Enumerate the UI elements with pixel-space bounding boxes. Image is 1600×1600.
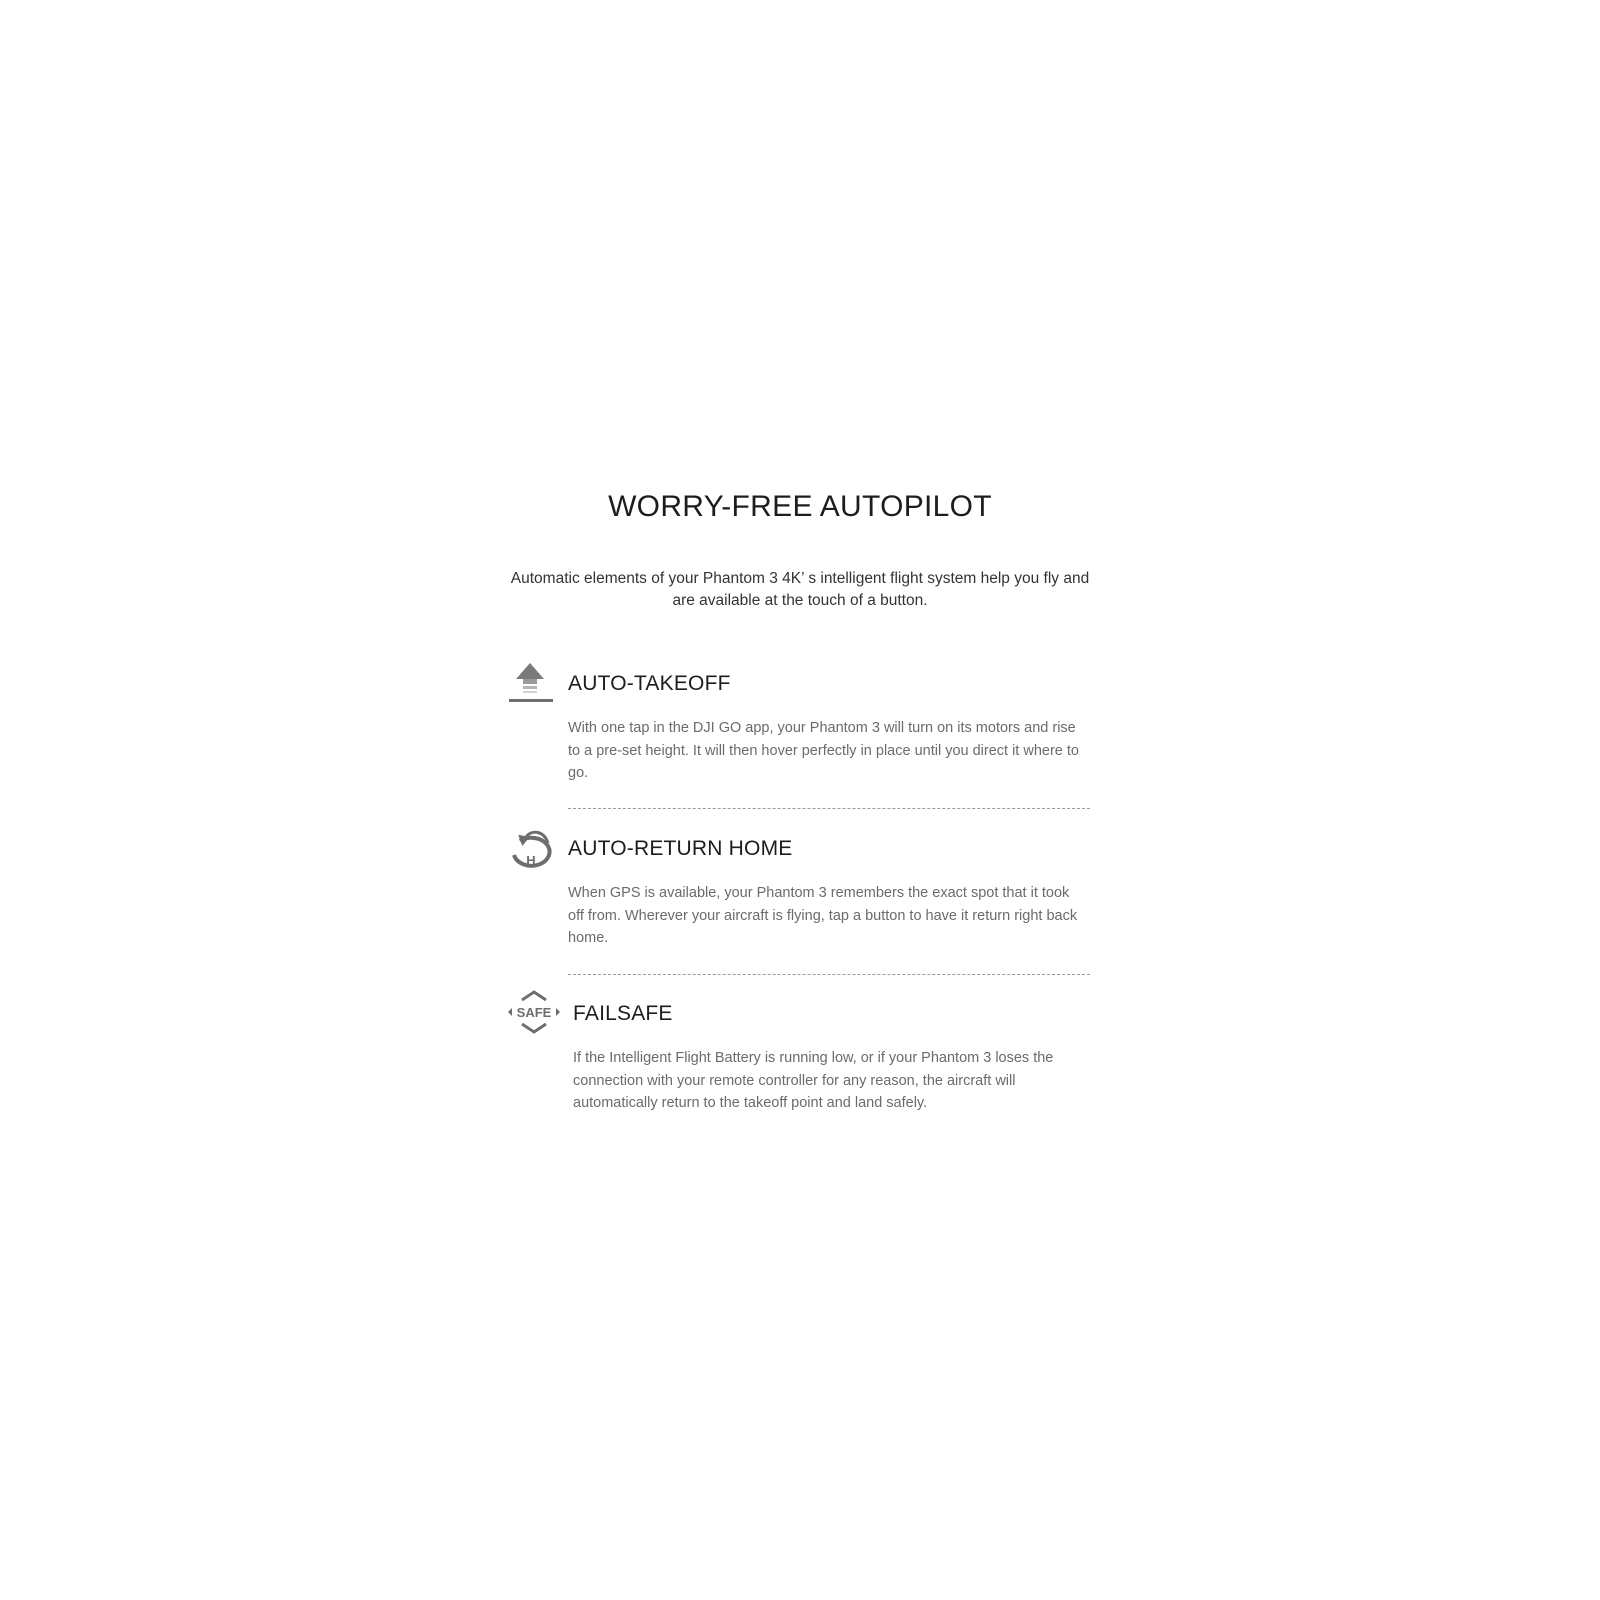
feature-title: FAILSAFE [573,1002,673,1025]
failsafe-icon [508,990,556,1038]
takeoff-arrow-icon [508,660,556,708]
feature-auto-takeoff [508,660,1093,790]
intro-text: Automatic elements of your Phantom 3 4K’ s intelligent flight system help you fly and are available at the touch of a button. [510,570,1090,609]
section-divider [568,808,1090,809]
feature-title: AUTO-RETURN HOME [568,837,793,860]
feature-description: If the Intelligent Flight Battery is running low, or if your Phantom 3 loses the connection with your remote controller for any reason, the aircraft will automatically return to the takeoff point and land safely. [573,1050,1054,1111]
feature-title: AUTO-TAKEOFF [568,672,731,695]
feature-description: With one tap in the DJI GO app, your Phantom 3 will turn on its motors and rise to a pre-set height. It will then hover perfectly in place until you direct it where to go. [568,720,1079,781]
svg-text:SAFE: SAFE [516,1005,552,1020]
page-title: WORRY-FREE AUTOPILOT [608,490,992,523]
feature-failsafe [508,990,1093,1120]
return-home-icon [508,825,556,873]
feature-description: When GPS is available, your Phantom 3 remembers the exact spot that it took off from. Wherever your aircraft is flying, tap a button to have it return right back home. [568,885,1078,946]
section-divider [568,974,1090,975]
feature-auto-return-home [508,825,1093,955]
svg-text:H: H [526,853,536,868]
